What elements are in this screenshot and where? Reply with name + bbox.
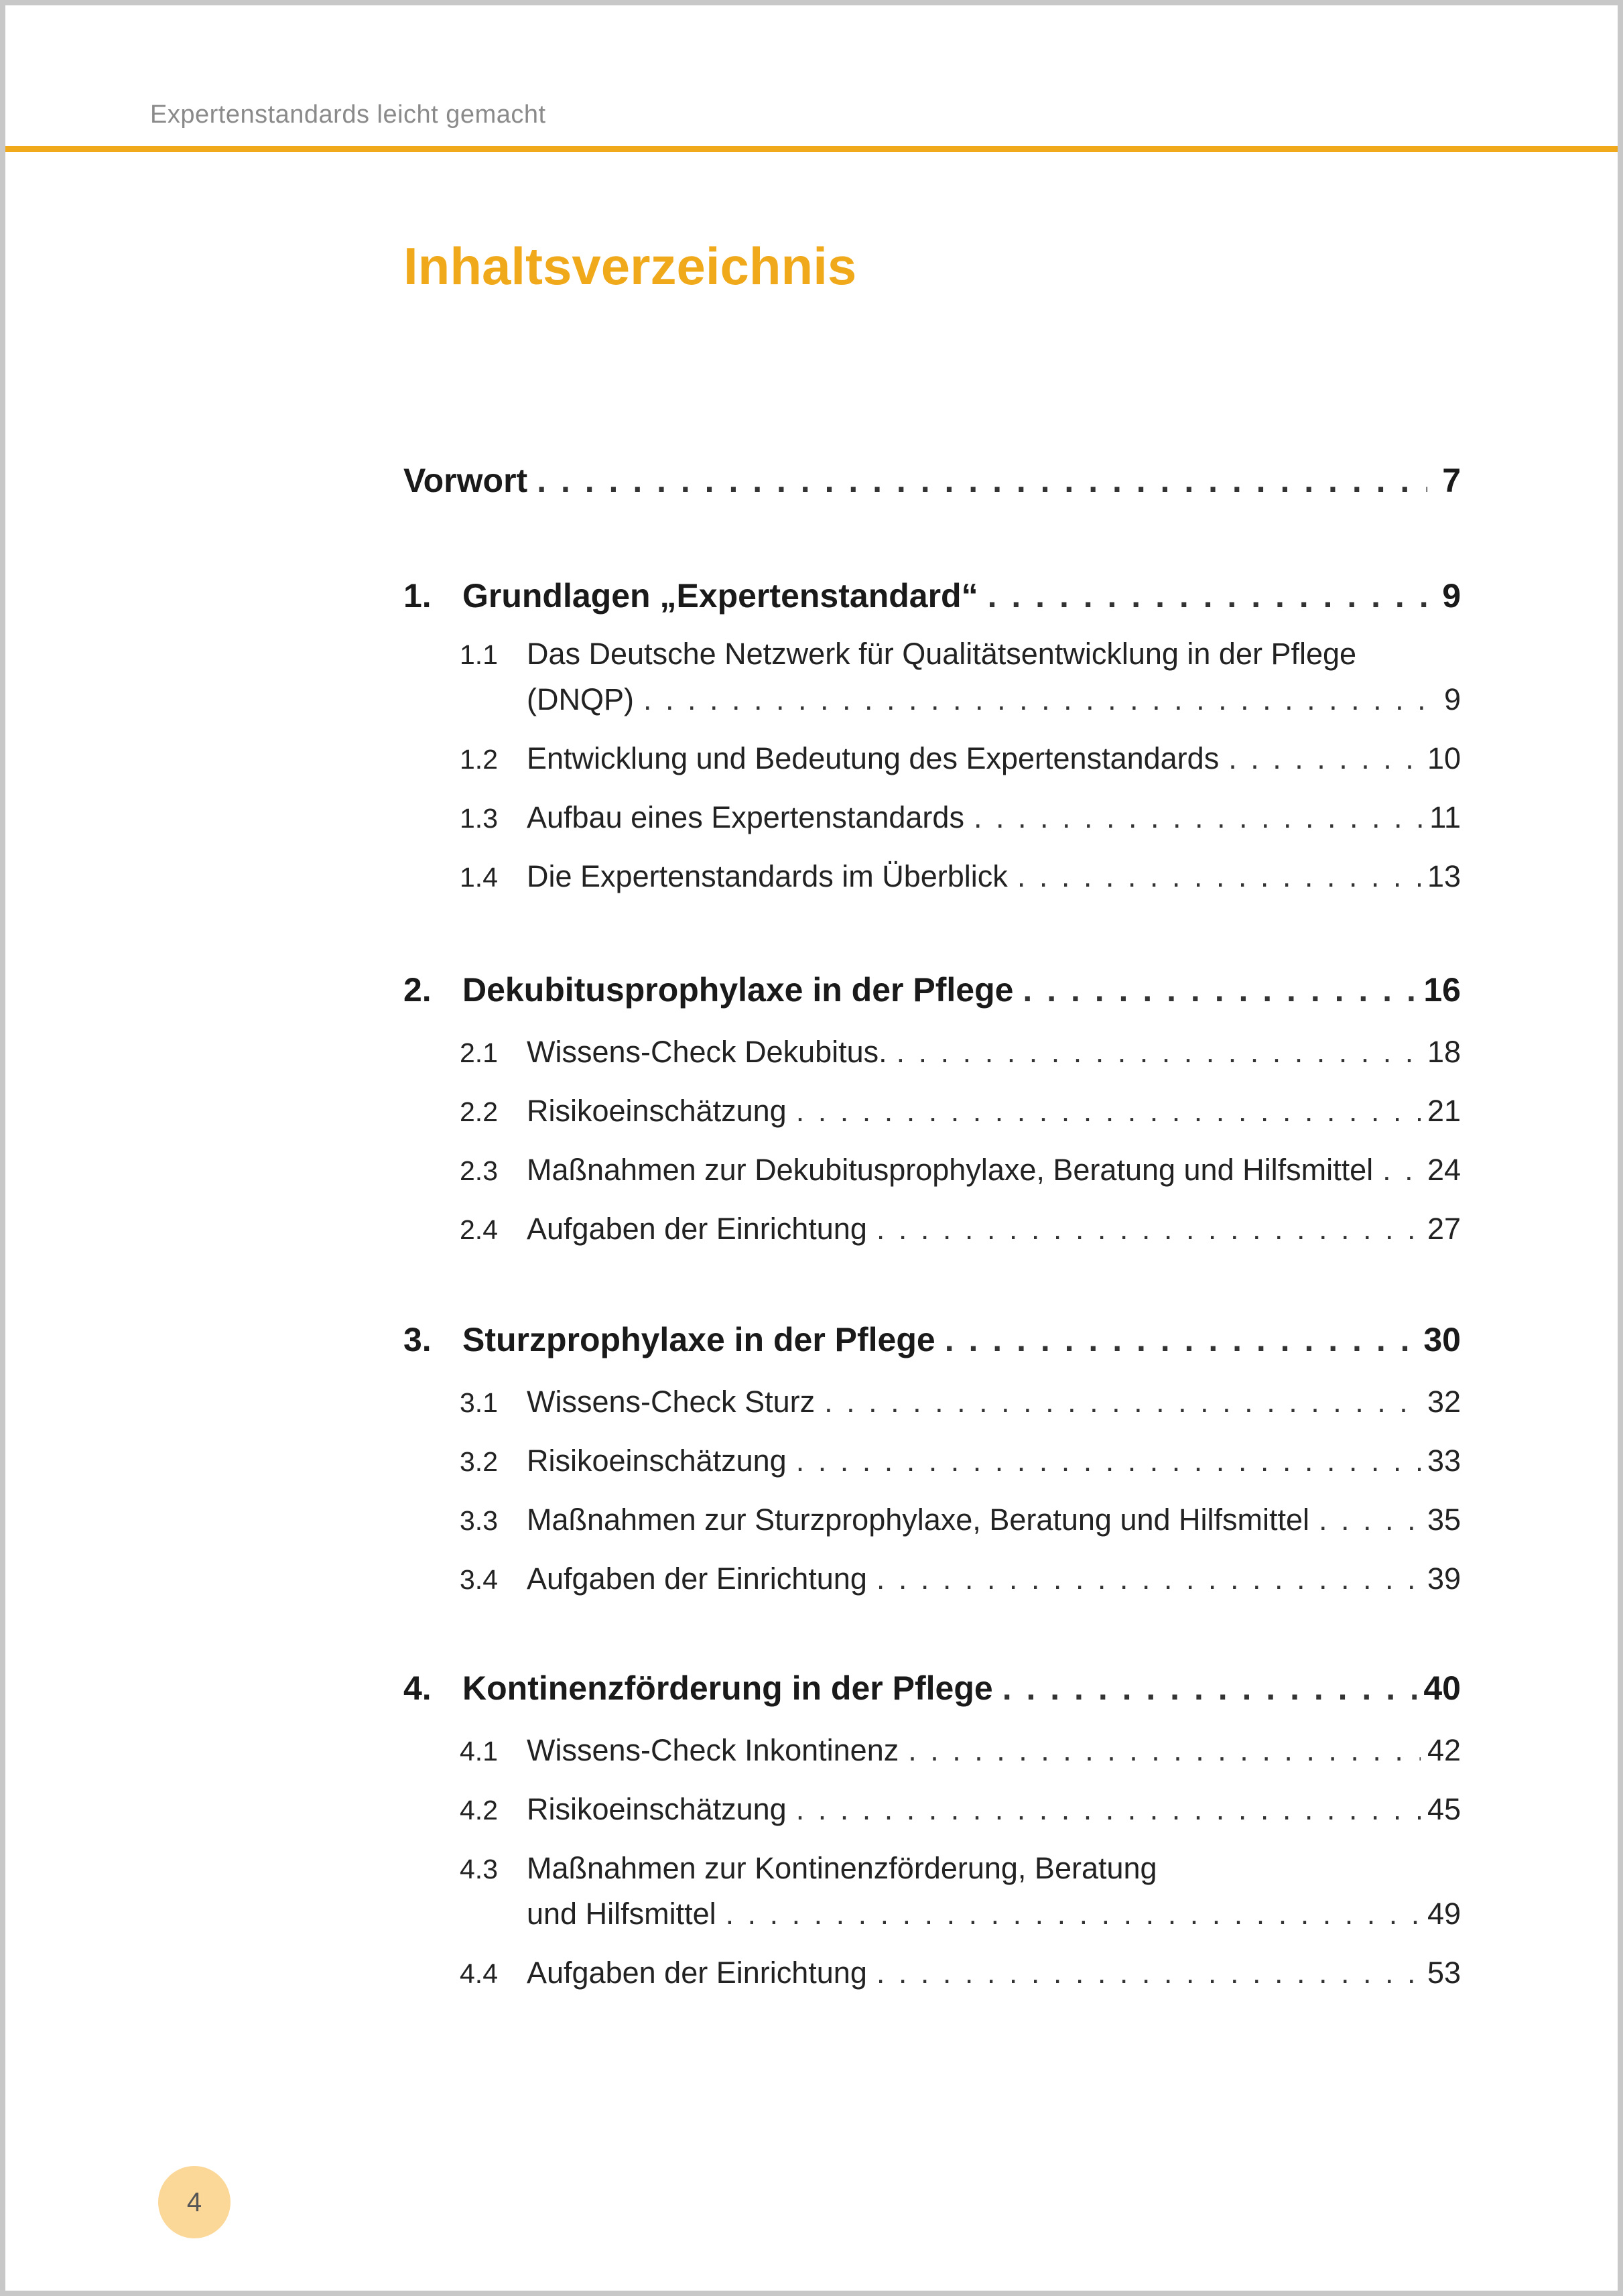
- toc-section-4-4[interactable]: [403, 1956, 1461, 1990]
- toc-chapter-2[interactable]: [403, 970, 1461, 1009]
- toc-chapter-1[interactable]: [403, 576, 1461, 615]
- toc-page-number: 9: [1443, 682, 1461, 716]
- toc-chapter-3[interactable]: [403, 1320, 1461, 1359]
- toc-page-number: 7: [1442, 462, 1461, 499]
- toc-section-4-2[interactable]: [403, 1792, 1461, 1827]
- chapter-title: Sturzprophylaxe in der Pflege: [462, 1321, 935, 1358]
- toc-entry-title: Vorwort: [403, 462, 528, 499]
- dot-leader: [1228, 741, 1421, 776]
- toc-section-3-1[interactable]: [403, 1385, 1461, 1419]
- dot-leader: [1017, 859, 1421, 894]
- dot-leader: [1023, 970, 1417, 1009]
- toc-page-number: 45: [1427, 1792, 1461, 1826]
- section-number: 1.2: [460, 744, 498, 775]
- section-title: Wissens-Check Inkontinenz: [527, 1733, 899, 1767]
- section-number: 2.2: [460, 1096, 498, 1127]
- section-number: 4.1: [460, 1736, 498, 1767]
- dot-leader: [1319, 1503, 1421, 1537]
- toc-page-number: 30: [1423, 1321, 1461, 1358]
- section-number: 3.4: [460, 1564, 498, 1595]
- section-title: Maßnahmen zur Kontinenzförderung, Beratung: [527, 1851, 1157, 1885]
- toc-page-number: 11: [1429, 800, 1461, 834]
- toc-page-number: 40: [1423, 1669, 1461, 1707]
- dot-leader: [643, 682, 1427, 717]
- section-number: 3.2: [460, 1446, 498, 1477]
- section-number: 2.3: [460, 1155, 498, 1186]
- dot-leader: [796, 1792, 1421, 1827]
- dot-leader: [796, 1094, 1421, 1129]
- toc-entry-preface[interactable]: [403, 461, 1461, 500]
- toc-section-2-1[interactable]: [403, 1035, 1461, 1070]
- section-number: 2.1: [460, 1037, 498, 1068]
- dot-leader: [796, 1444, 1421, 1478]
- dot-leader: [877, 1212, 1421, 1247]
- chapter-number: 2.: [403, 971, 432, 1009]
- toc-page-number: 27: [1427, 1212, 1461, 1246]
- section-number: 1.1: [460, 639, 498, 670]
- toc-page-number: 32: [1427, 1385, 1461, 1419]
- chapter-number: 1.: [403, 577, 432, 615]
- section-number: 4.4: [460, 1958, 498, 1989]
- toc-page-number: 49: [1427, 1897, 1461, 1931]
- dot-leader: [726, 1897, 1421, 1931]
- chapter-title: Dekubitusprophylaxe in der Pflege: [462, 971, 1014, 1009]
- toc-chapter-4[interactable]: [403, 1669, 1461, 1708]
- toc-section-1-3[interactable]: [403, 800, 1461, 835]
- dot-leader: [897, 1035, 1421, 1070]
- chapter-number: 3.: [403, 1321, 432, 1358]
- dot-leader: [988, 576, 1427, 615]
- section-title: Maßnahmen zur Sturzprophylaxe, Beratung und Hilfsmittel: [527, 1503, 1310, 1537]
- toc-section-2-2[interactable]: [403, 1094, 1461, 1129]
- page-number-badge: 4: [158, 2166, 231, 2238]
- toc-page-number: 39: [1427, 1561, 1461, 1596]
- section-number: 4.3: [460, 1854, 498, 1885]
- toc-page-number: 21: [1427, 1094, 1461, 1128]
- section-title: Aufgaben der Einrichtung: [527, 1956, 867, 1990]
- page-title: Inhaltsverzeichnis: [403, 237, 857, 296]
- section-number: 1.3: [460, 803, 498, 834]
- toc-page-number: 33: [1427, 1444, 1461, 1478]
- section-title: Die Expertenstandards im Überblick: [527, 859, 1008, 893]
- toc-section-4-1[interactable]: [403, 1733, 1461, 1768]
- toc-section-1-2[interactable]: [403, 741, 1461, 776]
- toc-page-number: 35: [1427, 1503, 1461, 1537]
- section-title: Aufgaben der Einrichtung: [527, 1561, 867, 1596]
- chapter-number: 4.: [403, 1669, 432, 1707]
- toc-page-number: 24: [1427, 1153, 1461, 1187]
- dot-leader: [537, 461, 1427, 500]
- section-title: Risikoeinschätzung: [527, 1444, 787, 1478]
- dot-leader: [877, 1956, 1421, 1990]
- section-number: 4.2: [460, 1795, 498, 1826]
- toc-section-3-3[interactable]: [403, 1503, 1461, 1537]
- toc-page-number: 13: [1427, 859, 1461, 893]
- toc-page-number: 16: [1423, 971, 1461, 1009]
- section-title: Maßnahmen zur Dekubitusprophylaxe, Beratung und Hilfsmittel: [527, 1153, 1374, 1187]
- section-number: 2.4: [460, 1214, 498, 1245]
- toc-section-2-3[interactable]: [403, 1153, 1461, 1188]
- dot-leader: [824, 1385, 1421, 1419]
- section-title: Risikoeinschätzung: [527, 1792, 787, 1826]
- toc-section-1-4[interactable]: [403, 859, 1461, 894]
- toc-page-number: 53: [1427, 1956, 1461, 1990]
- section-title: Das Deutsche Netzwerk für Qualitätsentwicklung in der Pflege: [527, 637, 1357, 671]
- toc-page-number: 10: [1427, 741, 1461, 775]
- chapter-title: Kontinenzförderung in der Pflege: [462, 1669, 993, 1707]
- section-number: 3.3: [460, 1505, 498, 1536]
- section-title-continued: (DNQP): [527, 682, 634, 716]
- section-title: Wissens-Check Sturz: [527, 1385, 816, 1419]
- section-title: Entwicklung und Bedeutung des Expertenstandards: [527, 741, 1220, 775]
- header-rule: [5, 146, 1618, 152]
- dot-leader: [908, 1733, 1421, 1768]
- dot-leader: [1002, 1669, 1417, 1708]
- toc-section-2-4[interactable]: [403, 1212, 1461, 1247]
- chapter-title: Grundlagen „Expertenstandard“: [462, 577, 978, 615]
- toc-page-number: 42: [1427, 1733, 1461, 1767]
- section-title: Risikoeinschätzung: [527, 1094, 787, 1128]
- toc-page-number: 9: [1442, 577, 1461, 615]
- dot-leader: [1382, 1153, 1421, 1188]
- toc-page-number: 18: [1427, 1035, 1461, 1069]
- dot-leader: [974, 800, 1423, 835]
- dot-leader: [945, 1320, 1417, 1359]
- toc-section-3-2[interactable]: [403, 1444, 1461, 1478]
- section-title-continued: und Hilfsmittel: [527, 1897, 716, 1931]
- section-title: Aufgaben der Einrichtung: [527, 1212, 867, 1246]
- section-number: 1.4: [460, 862, 498, 893]
- section-title: Aufbau eines Expertenstandards: [527, 800, 964, 834]
- section-number: 3.1: [460, 1387, 498, 1418]
- dot-leader: [877, 1561, 1421, 1596]
- section-title: Wissens-Check Dekubitus.: [527, 1035, 887, 1069]
- toc-section-3-4[interactable]: [403, 1561, 1461, 1596]
- running-head: Expertenstandards leicht gemacht: [150, 101, 546, 129]
